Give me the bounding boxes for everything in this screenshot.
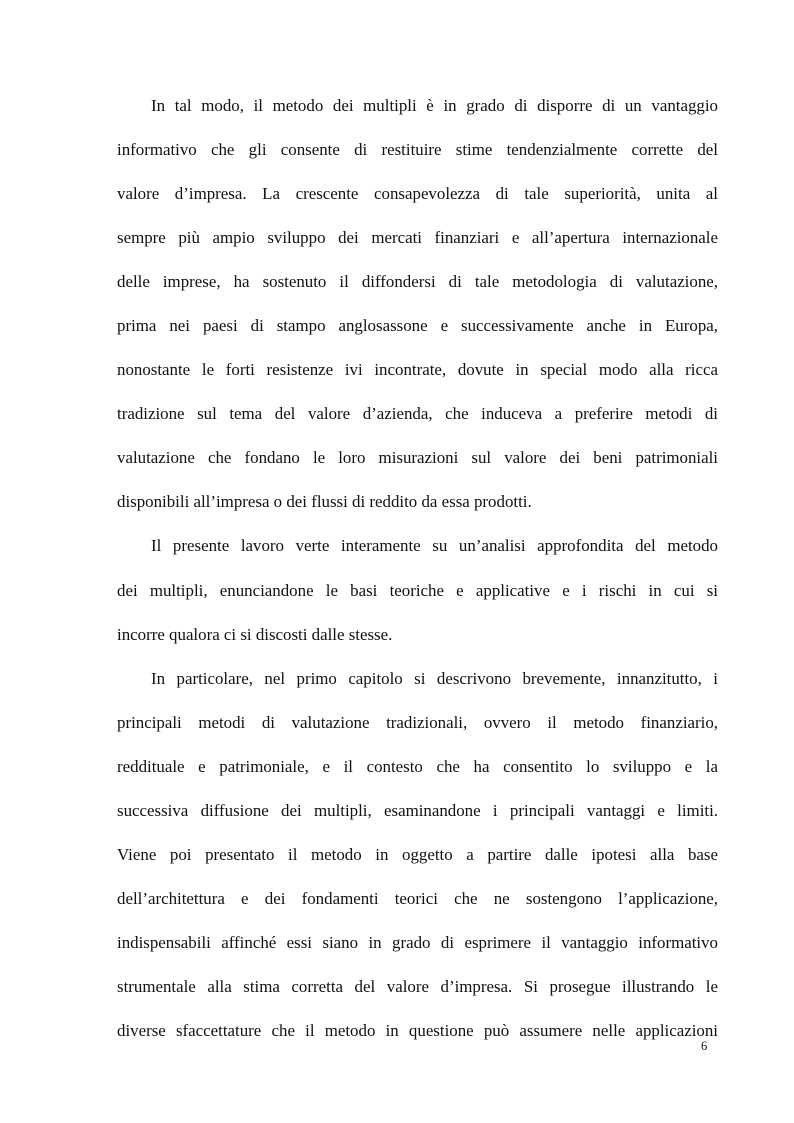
paragraph-1-line-7: nonostante le forti resistenze ivi incontrate, dovute in special modo alla ricca <box>117 360 718 380</box>
paragraph-1-line-5: delle imprese, ha sostenuto il diffondersi di tale metodologia di valutazione, <box>117 272 718 292</box>
paragraph-1-line-10: disponibili all’impresa o dei flussi di reddito da essa prodotti. <box>117 492 532 512</box>
paragraph-3-line-4: successiva diffusione dei multipli, esaminandone i principali vantaggi e limiti. <box>117 800 718 820</box>
paragraph-3-line-6: dell’architettura e dei fondamenti teorici che ne sostengono l’applicazione, <box>117 888 718 908</box>
paragraph-3-line-8: strumentale alla stima corretta del valore d’impresa. Si prosegue illustrando le <box>117 976 718 996</box>
paragraph-3-line-1: In particolare, nel primo capitolo si descrivono brevemente, innanzitutto, i <box>151 668 718 688</box>
paragraph-2-line-2: dei multipli, enunciandone le basi teoriche e applicative e i rischi in cui si <box>117 580 718 600</box>
paragraph-1-line-9: valutazione che fondano le loro misurazioni sul valore dei beni patrimoniali <box>117 448 718 468</box>
paragraph-1-line-1: In tal modo, il metodo dei multipli è in grado di disporre di un vantaggio <box>151 96 718 115</box>
paragraph-3-line-5: Viene poi presentato il metodo in oggetto a partire dalle ipotesi alla base <box>117 844 718 864</box>
body-text <box>117 88 718 1057</box>
paragraph-2-line-1: Il presente lavoro verte interamente su un’analisi approfondita del metodo <box>151 536 718 556</box>
paragraph-1-line-8: tradizione sul tema del valore d’azienda, che induceva a preferire metodi di <box>117 404 718 424</box>
page-number: 6 <box>701 1039 708 1053</box>
paragraph-3-line-9: diverse sfaccettature che il metodo in questione può assumere nelle applicazioni <box>117 1020 718 1040</box>
paragraph-1-line-3: valore d’impresa. La crescente consapevolezza di tale superiorità, unita al <box>117 184 718 204</box>
paragraph-1-line-2: informativo che gli consente di restituire stime tendenzialmente corrette del <box>117 140 718 160</box>
paragraph-3-line-7: indispensabili affinché essi siano in grado di esprimere il vantaggio informativo <box>117 932 718 952</box>
paragraph-1-line-6: prima nei paesi di stampo anglosassone e successivamente anche in Europa, <box>117 316 718 336</box>
paragraph-2-line-3: incorre qualora ci si discosti dalle stesse. <box>117 624 393 644</box>
paragraph-3-line-3: reddituale e patrimoniale, e il contesto che ha consentito lo sviluppo e la <box>117 756 718 776</box>
paragraph-1-line-4: sempre più ampio sviluppo dei mercati finanziari e all’apertura internazionale <box>117 228 718 248</box>
paragraph-3-line-2: principali metodi di valutazione tradizionali, ovvero il metodo finanziario, <box>117 712 718 732</box>
